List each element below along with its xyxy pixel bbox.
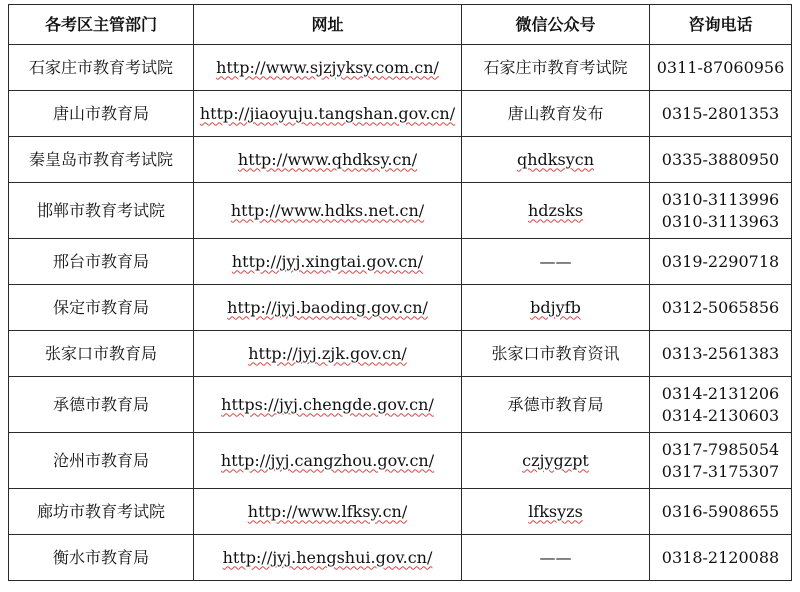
table-row bbox=[9, 45, 792, 91]
wechat-cell: 张家口市教育资讯 bbox=[462, 331, 650, 377]
wechat-cell bbox=[462, 137, 650, 183]
department-cell: 沧州市教育局 bbox=[9, 433, 194, 489]
url-link[interactable]: http://jyj.xingtai.gov.cn/ bbox=[231, 251, 424, 271]
table-row bbox=[9, 433, 792, 489]
url-cell[interactable] bbox=[194, 285, 462, 331]
table-row bbox=[9, 137, 792, 183]
url-cell[interactable] bbox=[194, 433, 462, 489]
wechat-cell: 石家庄市教育考试院 bbox=[462, 45, 650, 91]
department-cell: 邯郸市教育考试院 bbox=[9, 183, 194, 239]
url-link[interactable]: http://www.sjzjyksy.com.cn/ bbox=[216, 57, 439, 77]
department-cell: 张家口市教育局 bbox=[9, 331, 194, 377]
wechat-id: qhdksycn bbox=[517, 149, 594, 169]
wechat-cell: —— bbox=[462, 535, 650, 581]
url-link[interactable]: http://www.qhdksy.cn/ bbox=[237, 149, 418, 169]
wechat-id: bdjyfb bbox=[530, 297, 581, 317]
table-row bbox=[9, 489, 792, 535]
department-cell: 石家庄市教育考试院 bbox=[9, 45, 194, 91]
phone-cell bbox=[650, 535, 792, 581]
url-cell[interactable] bbox=[194, 331, 462, 377]
url-cell[interactable] bbox=[194, 45, 462, 91]
table-row bbox=[9, 377, 792, 433]
phone-cell bbox=[650, 137, 792, 183]
phone-cell bbox=[650, 285, 792, 331]
wechat-cell: 唐山教育发布 bbox=[462, 91, 650, 137]
phone-cell bbox=[650, 91, 792, 137]
table-row bbox=[9, 239, 792, 285]
phone-cell bbox=[650, 183, 792, 239]
header-wechat: 微信公众号 bbox=[462, 5, 650, 45]
header-phone: 咨询电话 bbox=[650, 5, 792, 45]
header-url: 网址 bbox=[194, 5, 462, 45]
phone-number: 0310-3113963 bbox=[661, 211, 780, 231]
department-cell: 衡水市教育局 bbox=[9, 535, 194, 581]
phone-number: 0319-2290718 bbox=[661, 251, 780, 271]
phone-cell bbox=[650, 433, 792, 489]
url-cell[interactable] bbox=[194, 377, 462, 433]
wechat-id: hdzsks bbox=[527, 200, 584, 220]
table-row bbox=[9, 285, 792, 331]
table-row bbox=[9, 331, 792, 377]
wechat-cell: —— bbox=[462, 239, 650, 285]
phone-number: 0313-2561383 bbox=[661, 343, 780, 363]
phone-number: 0311-87060956 bbox=[656, 57, 785, 77]
url-cell[interactable] bbox=[194, 137, 462, 183]
phone-cell bbox=[650, 489, 792, 535]
url-link[interactable]: http://jyj.hengshui.gov.cn/ bbox=[222, 547, 433, 567]
header-department: 各考区主管部门 bbox=[9, 5, 194, 45]
wechat-cell bbox=[462, 489, 650, 535]
url-link[interactable]: http://jyj.baoding.gov.cn/ bbox=[227, 297, 428, 317]
phone-number: 0316-5908655 bbox=[661, 501, 780, 521]
wechat-cell: 承德市教育局 bbox=[462, 377, 650, 433]
department-cell: 秦皇岛市教育考试院 bbox=[9, 137, 194, 183]
department-cell: 唐山市教育局 bbox=[9, 91, 194, 137]
phone-number: 0312-5065856 bbox=[661, 297, 780, 317]
url-link[interactable]: http://jiaoyuju.tangshan.gov.cn/ bbox=[199, 103, 456, 123]
phone-number: 0317-3175307 bbox=[661, 461, 780, 481]
phone-number: 0310-3113996 bbox=[661, 189, 780, 209]
url-cell[interactable] bbox=[194, 239, 462, 285]
phone-number: 0317-7985054 bbox=[661, 439, 780, 459]
url-cell[interactable] bbox=[194, 489, 462, 535]
phone-number: 0335-3880950 bbox=[661, 149, 780, 169]
url-link[interactable]: http://jyj.cangzhou.gov.cn/ bbox=[220, 450, 435, 470]
phone-cell bbox=[650, 377, 792, 433]
phone-number: 0315-2801353 bbox=[661, 103, 780, 123]
phone-cell bbox=[650, 239, 792, 285]
wechat-cell bbox=[462, 433, 650, 489]
url-link[interactable]: http://www.hdks.net.cn/ bbox=[230, 200, 425, 220]
header-row bbox=[9, 5, 792, 45]
url-link[interactable]: https://jyj.chengde.gov.cn/ bbox=[221, 394, 434, 414]
contact-table bbox=[8, 4, 792, 581]
wechat-cell bbox=[462, 183, 650, 239]
department-cell: 承德市教育局 bbox=[9, 377, 194, 433]
url-cell[interactable] bbox=[194, 183, 462, 239]
table-row bbox=[9, 183, 792, 239]
table-row bbox=[9, 91, 792, 137]
phone-number: 0318-2120088 bbox=[661, 547, 780, 567]
url-cell[interactable] bbox=[194, 535, 462, 581]
phone-cell bbox=[650, 331, 792, 377]
department-cell: 保定市教育局 bbox=[9, 285, 194, 331]
url-cell[interactable] bbox=[194, 91, 462, 137]
url-link[interactable]: http://www.lfksy.cn/ bbox=[247, 501, 408, 521]
url-link[interactable]: http://jyj.zjk.gov.cn/ bbox=[248, 343, 407, 363]
phone-number: 0314-2130603 bbox=[661, 405, 780, 425]
wechat-cell bbox=[462, 285, 650, 331]
department-cell: 邢台市教育局 bbox=[9, 239, 194, 285]
phone-cell bbox=[650, 45, 792, 91]
department-cell: 廊坊市教育考试院 bbox=[9, 489, 194, 535]
phone-number: 0314-2131206 bbox=[661, 383, 780, 403]
wechat-id: czjygzpt bbox=[522, 450, 589, 470]
wechat-id: lfksyzs bbox=[528, 501, 583, 521]
table-row bbox=[9, 535, 792, 581]
